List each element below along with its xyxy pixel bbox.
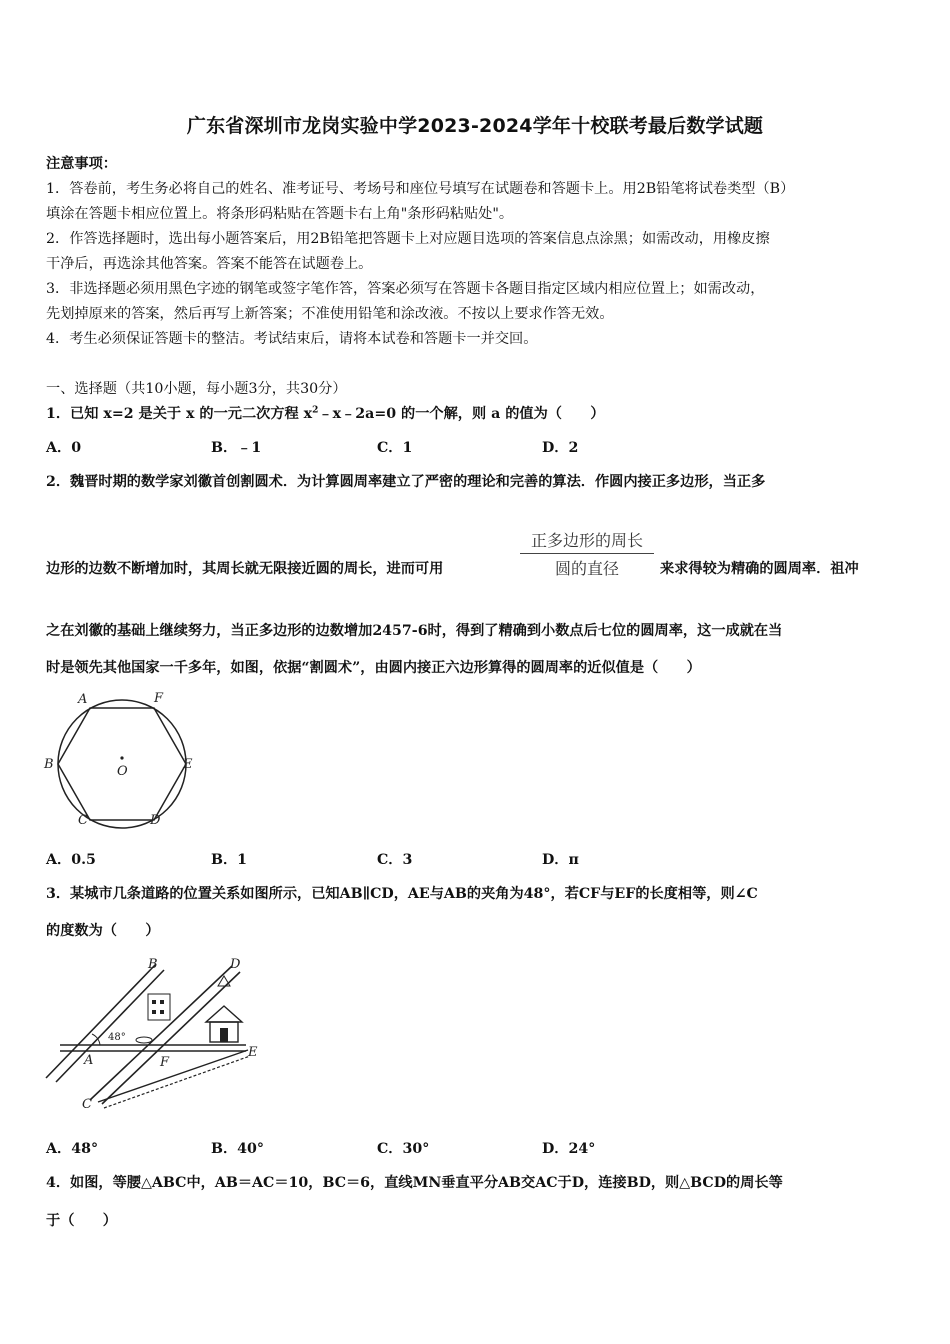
label-b: B [148,957,158,972]
option-d[interactable]: D．π [542,852,579,868]
option-d[interactable]: D．24° [542,1141,596,1157]
center-dot [120,756,123,759]
option-b[interactable]: B．﹣1 [211,440,262,456]
notice-line: 4．考生必须保证答题卡的整洁。考试结束后，请将本试卷和答题卡一并交回。 [46,331,538,347]
q2-line: 边形的边数不断增加时，其周长就无限接近圆的周长，进而可用 [46,561,444,577]
question-1 [46,403,605,423]
label-f: F [160,1055,170,1070]
label-a: A [84,1053,94,1068]
building-icon [148,994,170,1020]
option-c[interactable]: C．30° [377,1141,430,1157]
notice-line: 1．答卷前，考生务必将自己的姓名、准考证号、考场号和座位号填写在试题卷和答题卡上。用2B铅笔将试卷类型（B） [46,181,795,197]
label-c: C [78,813,88,828]
notice-line: 干净后，再选涂其他答案。答案不能答在试题卷上。 [46,256,373,272]
option-b[interactable]: B．1 [211,852,248,868]
q3-line: 3．某城市几条道路的位置关系如图所示，已知AB∥CD，AE与AB的夹角为48°，若CF与EF的长度相等，则∠C [46,886,758,902]
q2-line: 来求得较为精确的圆周率．祖冲 [660,561,859,577]
option-a[interactable]: A．0 [46,440,82,456]
option-a[interactable]: A．0.5 [46,852,96,868]
road-ce-edge [98,1050,248,1102]
q4-line: 4．如图，等腰△ABC中，AB＝AC＝10，BC＝6，直线MN垂直平分AB交AC于D，连接BD，则△BCD的周长等 [46,1175,783,1191]
label-a: A [78,692,88,707]
notice-line: 先划掉原来的答案，然后再写上新答案；不准使用铅笔和涂改液。不按以上要求作答无效。 [46,306,614,322]
section-heading: 一、选择题（共10小题，每小题3分，共30分） [46,381,347,397]
q1-exponent: 2 [312,405,319,416]
option-a[interactable]: A．48° [46,1141,99,1157]
q2-line: 之在刘徽的基础上继续努力，当正多边形的边数增加2457-6时，得到了精确到小数点后七位的圆周率，这一成就在当 [46,623,783,639]
window-icon [152,1010,156,1014]
label-e: E [248,1045,258,1060]
fraction-expression [516,528,658,579]
house-door-icon [220,1028,228,1042]
label-c: C [82,1097,92,1112]
page-title: 广东省深圳市龙岗实验中学2023-2024学年十校联考最后数学试题 [186,115,764,137]
label-b: B [44,757,54,772]
window-icon [152,1000,156,1004]
option-d[interactable]: D．2 [542,440,579,456]
label-d: D [230,957,241,972]
window-icon [160,1010,164,1014]
q1-text-pre: 1．已知 x=2 是关于 x 的一元二次方程 x [46,406,313,422]
road-ab-edge [56,970,164,1082]
road-ab-edge [46,964,156,1078]
label-e: E [183,757,193,772]
label-d: D [150,813,161,828]
label-f: F [154,691,164,706]
fraction-denominator: 圆的直径 [554,559,619,578]
hexagon-in-circle-figure [40,688,210,833]
fraction-numerator: 正多边形的周长 [530,531,643,550]
notice-heading: 注意事项： [46,156,117,172]
q2-line: 2．魏晋时期的数学家刘徽首创割圆术．为计算圆周率建立了严密的理论和完善的算法．作圆内接正多边形，当正多 [46,474,766,490]
roads-figure [40,950,280,1120]
house-roof-icon [206,1006,242,1022]
q3-line: 的度数为（ ） [46,923,160,939]
window-icon [160,1000,164,1004]
car-icon [136,1037,152,1043]
notice-line: 填涂在答题卡相应位置上。将条形码粘贴在答题卡右上角"条形码粘贴处"。 [46,206,514,222]
option-b[interactable]: B．40° [211,1141,265,1157]
q4-line: 于（ ） [46,1213,117,1229]
angle-label: 48° [108,1032,126,1043]
q2-line: 时是领先其他国家一千多年，如图，依据“割圆术”，由圆内接正六边形算得的圆周率的近似值是（ ） [46,660,701,676]
notice-line: 2．作答选择题时，选出每小题答案后，用2B铅笔把答题卡上对应题目选项的答案信息点涂黑；如需改动，用橡皮擦 [46,231,770,247]
notice-line: 3．非选择题必须用黑色字迹的钢笔或签字笔作答，答案必须写在答题卡各题目指定区域内相应位置上；如需改动， [46,281,765,297]
option-c[interactable]: C．3 [377,852,413,868]
q1-text-post: ﹣x﹣2a=0 的一个解，则 a 的值为（ ） [318,406,605,422]
option-c[interactable]: C．1 [377,440,413,456]
label-o: O [117,764,128,779]
